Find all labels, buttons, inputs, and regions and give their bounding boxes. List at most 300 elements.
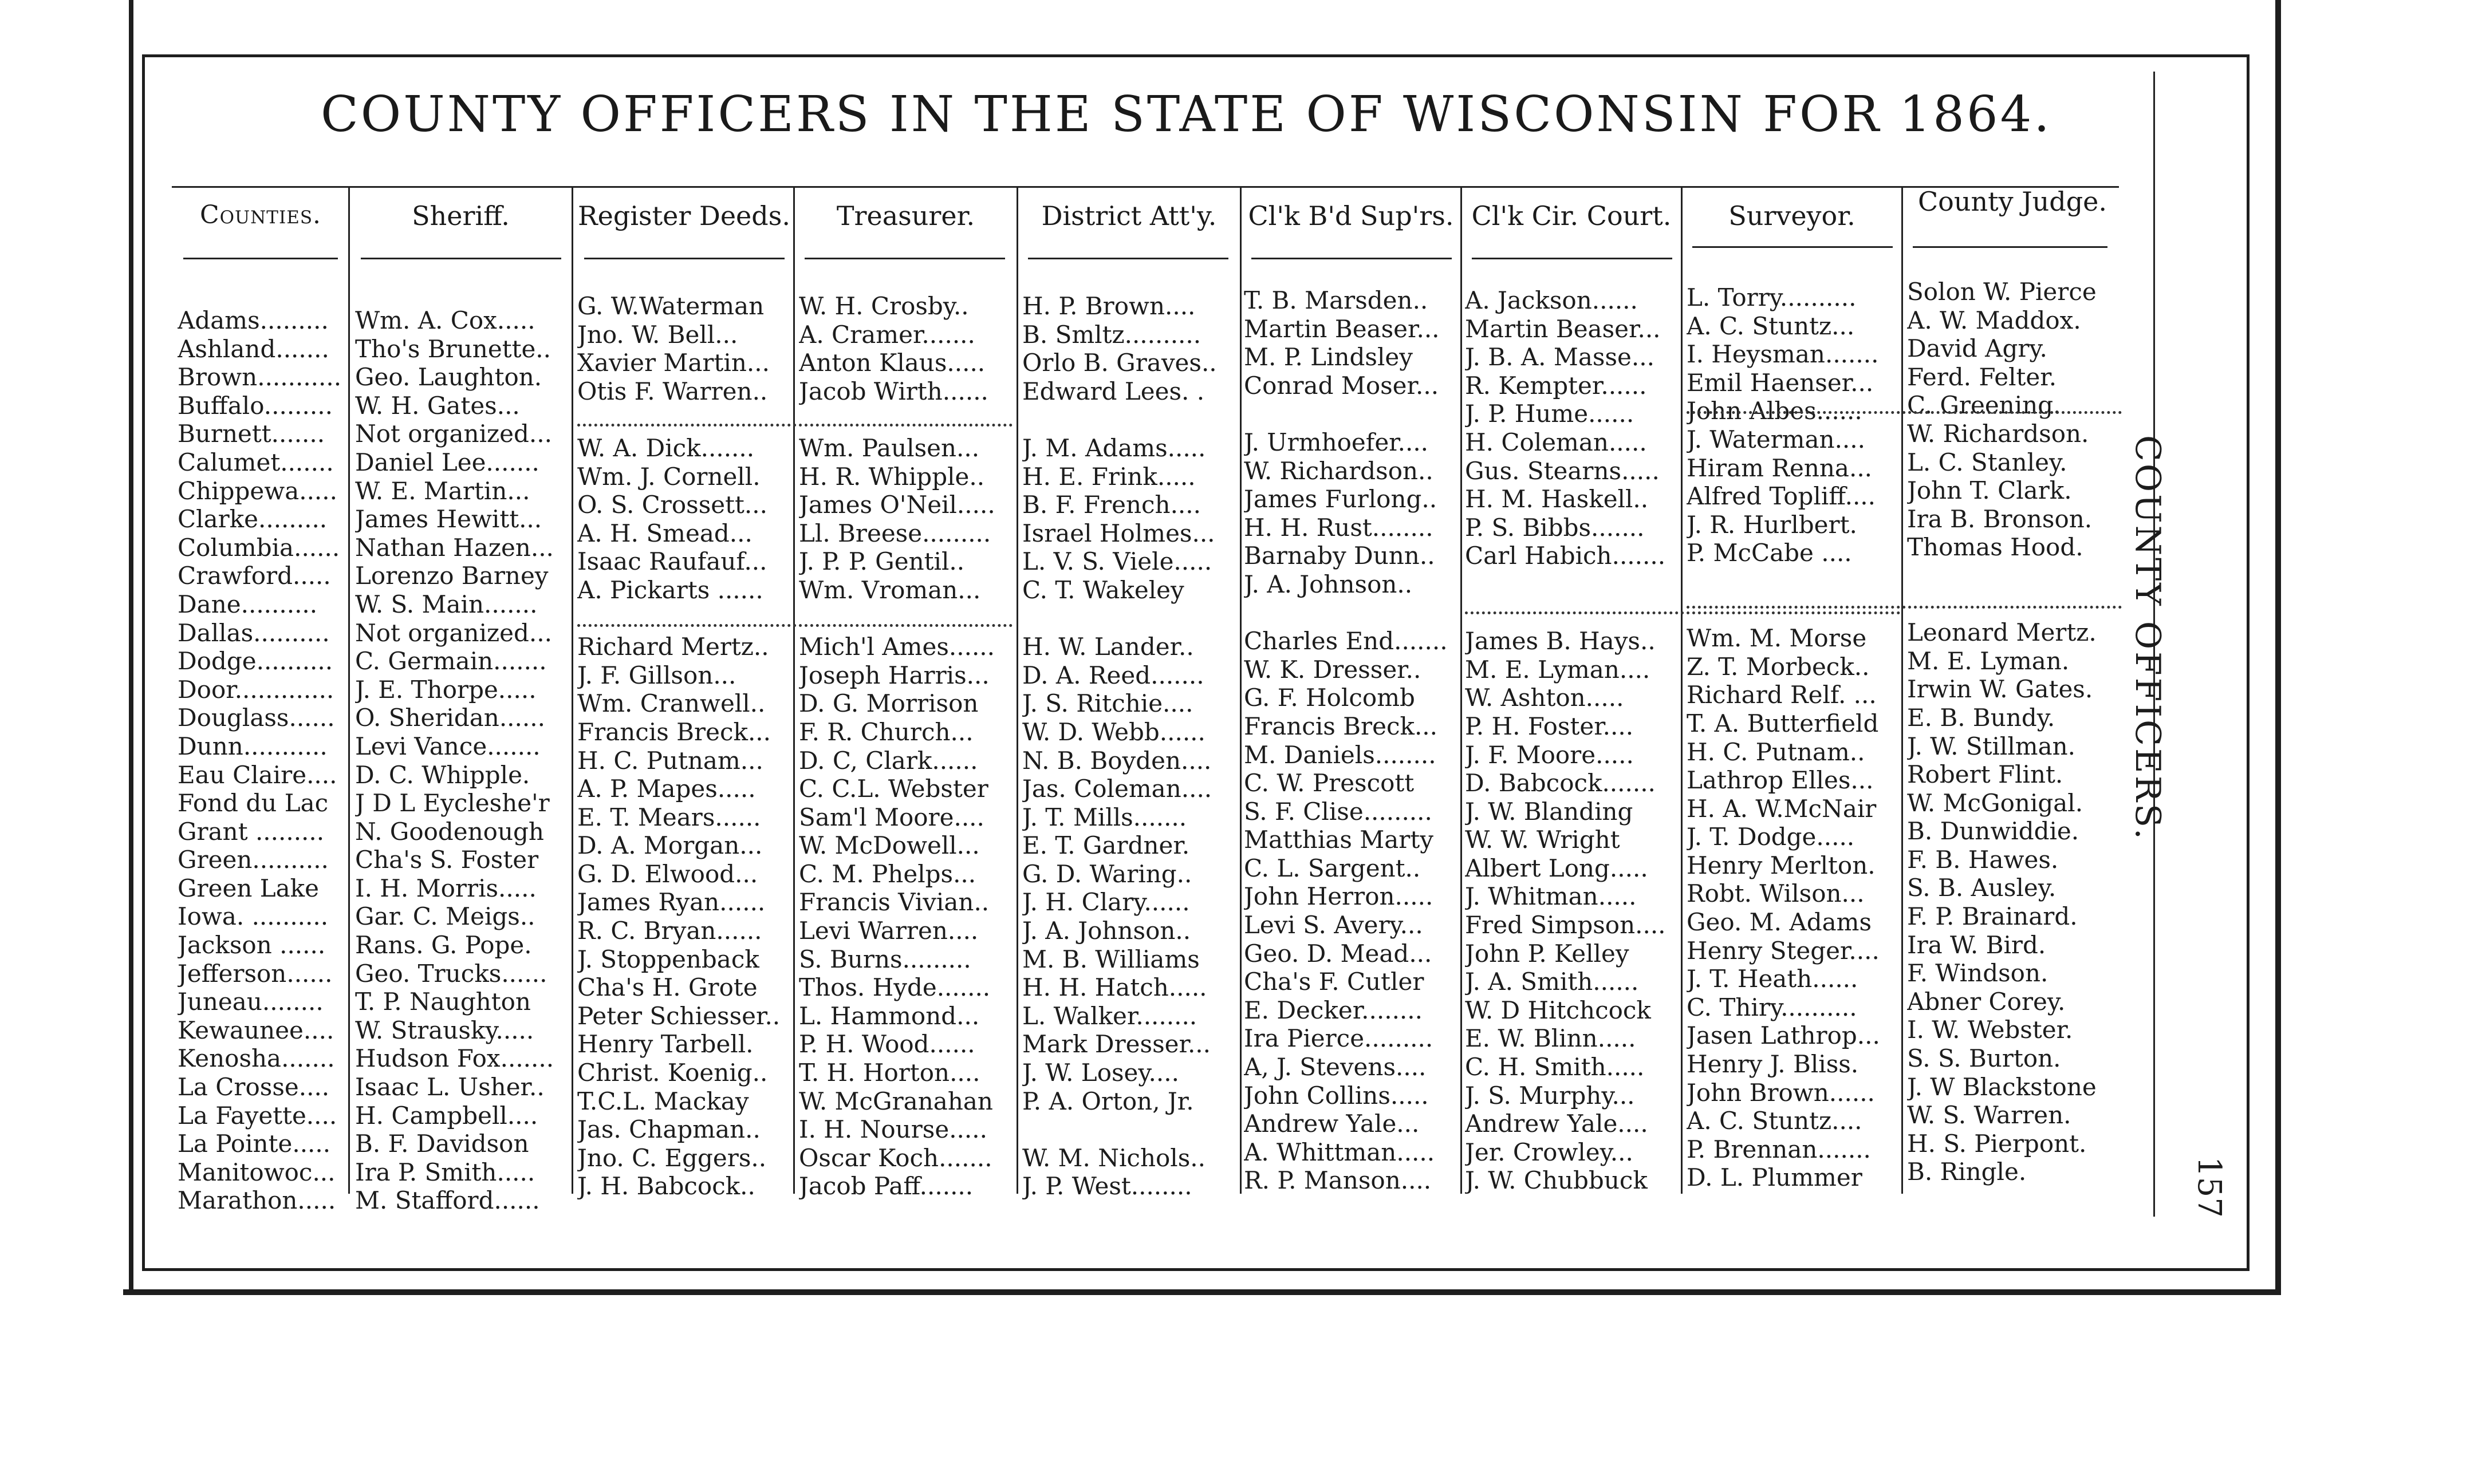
table-cell: Matthias Marty xyxy=(1244,826,1433,854)
table-cell xyxy=(1687,567,1901,596)
table-cell: Not organized... xyxy=(355,420,552,448)
table-cell: W. Richardson.. xyxy=(1244,456,1433,485)
table-cell xyxy=(1022,1115,1238,1144)
column-surveyor xyxy=(1687,283,1901,1192)
table-cell: D. G. Morrison xyxy=(799,689,979,718)
header-underline xyxy=(1251,258,1452,259)
column-county-judge xyxy=(1907,278,2125,1186)
table-cell: R. P. Manson.... xyxy=(1244,1166,1432,1195)
table-cell: Wm. M. Morse xyxy=(1687,624,1867,653)
column-divider xyxy=(1681,186,1683,1194)
table-cell: Thomas Hood. xyxy=(1907,533,2083,562)
table-cell: Jas. Coleman.... xyxy=(1022,775,1212,803)
table-cell: James O'Neil..... xyxy=(799,491,995,519)
column-counties xyxy=(178,306,347,1215)
table-cell xyxy=(799,405,1014,434)
table-cell: Marathon..... xyxy=(178,1186,336,1215)
table-cell: Irwin W. Gates. xyxy=(1907,675,2093,704)
table-cell: Dodge.......... xyxy=(178,647,333,676)
dotted-separator xyxy=(1687,411,2122,414)
table-cell: Henry J. Bliss. xyxy=(1687,1050,1859,1079)
table-cell: E. B. Bundy. xyxy=(1907,703,2055,732)
table-cell: D. A. Morgan... xyxy=(577,831,763,860)
table-cell: Adams......... xyxy=(178,306,329,334)
table-cell: Joseph Harris... xyxy=(799,661,990,689)
table-cell: Dunn........... xyxy=(178,732,328,760)
table-cell: L. Walker........ xyxy=(1022,1001,1197,1030)
table-cell: P. H. Foster.... xyxy=(1465,712,1634,740)
table-cell: Jefferson...... xyxy=(178,959,333,988)
table-cell: Geo. M. Adams xyxy=(1687,908,1872,937)
column-register-deeds xyxy=(577,292,793,1201)
table-cell: J. S. Ritchie.... xyxy=(1022,689,1193,718)
table-cell: J. H. Clary...... xyxy=(1022,888,1190,917)
table-cell: I. H. Morris..... xyxy=(355,874,537,902)
table-cell: J. Waterman.... xyxy=(1687,425,1865,453)
table-cell: Xavier Martin... xyxy=(577,349,770,377)
side-running-head: COUNTY OFFICERS. xyxy=(2128,435,2168,842)
table-cell: J. W. Losey.... xyxy=(1022,1059,1179,1087)
table-cell: S. Burns......... xyxy=(799,945,971,973)
table-cell: Door............. xyxy=(178,675,334,704)
table-cell: O. S. Crossett... xyxy=(577,491,767,519)
table-cell: Henry Steger.... xyxy=(1687,936,1880,965)
table-cell: A. Jackson...... xyxy=(1465,286,1638,314)
dotted-separator xyxy=(577,424,1013,427)
table-cell xyxy=(1022,405,1238,434)
table-cell: Peter Schiesser.. xyxy=(577,1001,781,1030)
table-cell: F. B. Hawes. xyxy=(1907,845,2059,874)
table-cell: Cha's F. Cutler xyxy=(1244,968,1424,996)
table-cell: F. P. Brainard. xyxy=(1907,902,2078,931)
table-cell: E. W. Blinn..... xyxy=(1465,1024,1636,1053)
table-cell: W. E. Martin... xyxy=(355,476,530,505)
table-cell: S. F. Clise......... xyxy=(1244,797,1432,826)
table-cell: P. McCabe .... xyxy=(1687,539,1852,567)
table-cell: E. T. Gardner. xyxy=(1022,831,1190,860)
table-cell: Ashland....... xyxy=(178,334,329,363)
table-cell: G. D. Elwood... xyxy=(577,859,758,888)
table-cell: A. Pickarts ...... xyxy=(577,575,763,604)
table-cell: Hudson Fox....... xyxy=(355,1044,554,1073)
table-cell: H. M. Haskell.. xyxy=(1465,485,1649,514)
header-underline xyxy=(183,258,338,259)
table-cell: A. C. Stuntz... xyxy=(1687,311,1855,340)
table-cell: Jno. C. Eggers.. xyxy=(577,1143,767,1172)
table-cell: H. P. Brown.... xyxy=(1022,292,1196,320)
table-cell: Wm. A. Cox..... xyxy=(355,306,535,334)
table-cell: B. Smltz.......... xyxy=(1022,320,1201,349)
header-counties: Counties. xyxy=(199,200,322,230)
column-divider xyxy=(348,186,350,1194)
table-cell: B. Ringle. xyxy=(1907,1158,2027,1186)
table-cell: Francis Vivian.. xyxy=(799,888,990,917)
table-cell: Thos. Hyde....... xyxy=(799,973,991,1002)
table-cell: J. F. Moore..... xyxy=(1465,740,1634,769)
table-cell: Wm. Paulsen... xyxy=(799,433,980,462)
table-cell: Gar. C. Meigs.. xyxy=(355,902,535,931)
table-cell: J. M. Adams..... xyxy=(1022,433,1206,462)
header-clerk-board-supervisors: Cl'k B'd Sup'rs. xyxy=(1248,200,1454,231)
table-cell: S. B. Ausley. xyxy=(1907,874,2057,902)
table-cell: Solon W. Pierce xyxy=(1907,278,2097,306)
table-cell: C. H. Smith..... xyxy=(1465,1053,1645,1082)
header-sheriff: Sheriff. xyxy=(412,200,510,231)
table-cell: W. McGranahan xyxy=(799,1087,993,1115)
table-cell: Jno. W. Bell... xyxy=(577,320,738,349)
table-cell: C. L. Sargent.. xyxy=(1244,854,1421,882)
table-cell: Barnaby Dunn.. xyxy=(1244,542,1435,570)
table-cell: Daniel Lee....... xyxy=(355,448,539,476)
table-cell: J. Urmhoefer.... xyxy=(1244,428,1429,456)
table-cell: Robert Flint. xyxy=(1907,760,2063,789)
table-cell xyxy=(1244,599,1459,627)
table-cell: H. E. Frink..... xyxy=(1022,462,1196,491)
table-cell: Jer. Crowley... xyxy=(1465,1138,1633,1166)
table-cell: James B. Hays.. xyxy=(1465,627,1656,656)
table-cell: D. C, Clark...... xyxy=(799,746,978,775)
table-cell: Juneau........ xyxy=(178,988,324,1016)
table-cell xyxy=(1907,562,2125,590)
table-cell: M. Stafford...... xyxy=(355,1186,540,1215)
table-cell: Robt. Wilson... xyxy=(1687,879,1865,908)
table-cell: Dallas.......... xyxy=(178,618,330,647)
table-cell: J. Stoppenback xyxy=(577,945,759,973)
table-cell: Crawford..... xyxy=(178,562,331,590)
table-cell: Abner Corey. xyxy=(1907,987,2066,1016)
table-cell: Wm. Cranwell.. xyxy=(577,689,766,718)
table-cell: R. C. Bryan...... xyxy=(577,917,762,945)
table-cell: J. H. Babcock.. xyxy=(577,1172,755,1201)
table-cell: P. S. Bibbs....... xyxy=(1465,513,1645,542)
table-cell: John P. Kelley xyxy=(1465,939,1629,968)
table-cell: P. Brennan....... xyxy=(1687,1135,1871,1163)
column-divider xyxy=(793,186,795,1194)
table-cell: C. Thiry.......... xyxy=(1687,993,1857,1021)
table-top-rule xyxy=(172,186,2119,188)
table-cell: H. C. Putnam... xyxy=(577,746,763,775)
table-cell: H. S. Pierpont. xyxy=(1907,1129,2087,1158)
table-cell: E. Decker........ xyxy=(1244,996,1423,1024)
table-cell: H. Campbell.... xyxy=(355,1101,538,1130)
table-cell: J. A. Johnson.. xyxy=(1022,917,1191,945)
column-divider xyxy=(572,186,573,1194)
table-cell: Jasen Lathrop... xyxy=(1687,1021,1880,1050)
table-cell: B. F. Davidson xyxy=(355,1130,529,1158)
table-cell: Mark Dresser... xyxy=(1022,1030,1211,1059)
table-cell: I. W. Webster. xyxy=(1907,1016,2073,1044)
header-clerk-circuit-court: Cl'k Cir. Court. xyxy=(1471,200,1672,231)
page-number: 157 xyxy=(2191,1157,2228,1218)
table-cell: J. T. Heath...... xyxy=(1687,965,1858,993)
table-cell: La Crosse.... xyxy=(178,1073,330,1102)
header-underline xyxy=(361,258,561,259)
header-district-attorney: District Att'y. xyxy=(1041,200,1217,231)
table-cell: J. W Blackstone xyxy=(1907,1072,2097,1101)
table-cell: W. S. Warren. xyxy=(1907,1101,2071,1130)
table-cell: W. Ashton..... xyxy=(1465,684,1624,712)
table-cell: N. B. Boyden.... xyxy=(1022,746,1212,775)
table-cell: W. Richardson. xyxy=(1907,419,2089,448)
header-underline xyxy=(1692,246,1893,248)
table-cell: Charles End....... xyxy=(1244,627,1448,656)
table-cell: W. McDowell... xyxy=(799,831,980,860)
table-cell: D. L. Plummer xyxy=(1687,1163,1862,1192)
table-cell: Conrad Moser... xyxy=(1244,371,1439,400)
table-cell: Israel Holmes... xyxy=(1022,519,1215,547)
table-cell: W. McGonigal. xyxy=(1907,788,2083,817)
table-cell: J. W. Chubbuck xyxy=(1465,1166,1648,1195)
table-cell: Geo. Trucks...... xyxy=(355,959,547,988)
table-cell: Geo. Laughton. xyxy=(355,363,542,392)
table-cell: R. Kempter...... xyxy=(1465,371,1647,400)
table-cell: Henry Merlton. xyxy=(1687,851,1876,879)
table-cell: John Brown...... xyxy=(1687,1078,1875,1107)
table-cell: Lorenzo Barney xyxy=(355,562,549,590)
table-cell: Isaac L. Usher.. xyxy=(355,1073,545,1102)
table-cell: James Hewitt... xyxy=(355,505,542,534)
table-cell: H. A. W.McNair xyxy=(1687,794,1877,823)
table-cell: Wm. Vroman... xyxy=(799,575,981,604)
table-cell: Ira Pierce......... xyxy=(1244,1024,1433,1053)
table-cell: W. D Hitchcock xyxy=(1465,996,1651,1024)
table-cell: Nathan Hazen... xyxy=(355,533,554,562)
table-cell: Fond du Lac xyxy=(178,789,329,818)
table-cell: Martin Beaser... xyxy=(1244,314,1440,343)
table-cell: Levi Warren.... xyxy=(799,917,979,945)
table-cell: Anton Klaus..... xyxy=(799,349,986,377)
table-cell: Gus. Stearns..... xyxy=(1465,456,1660,485)
table-cell: A. C. Stuntz.... xyxy=(1687,1107,1862,1135)
table-cell: Hiram Renna... xyxy=(1687,453,1873,482)
table-cell: Wm. J. Cornell. xyxy=(577,462,761,491)
table-cell: P. A. Orton, Jr. xyxy=(1022,1087,1194,1115)
table-cell: Geo. D. Mead... xyxy=(1244,939,1432,968)
table-cell: W. S. Main....... xyxy=(355,590,538,618)
table-cell: C. Greening. xyxy=(1907,391,2061,420)
table-cell: J D L Eycleshe'r xyxy=(355,789,550,818)
table-cell: C. Germain....... xyxy=(355,647,547,676)
table-cell: Richard Relf. ... xyxy=(1687,681,1877,709)
table-cell: T. B. Marsden.. xyxy=(1244,286,1428,314)
table-cell: John Albes...... xyxy=(1687,397,1862,425)
table-cell: J. T. Mills....... xyxy=(1022,803,1187,831)
header-register-deeds: Register Deeds. xyxy=(578,200,790,231)
table-cell: T. H. Horton.... xyxy=(799,1059,980,1087)
table-cell xyxy=(1465,570,1680,599)
table-cell: C. C.L. Webster xyxy=(799,775,988,803)
table-cell: W. K. Dresser.. xyxy=(1244,655,1421,684)
dotted-separator xyxy=(1687,606,2122,609)
table-cell: Francis Breck... xyxy=(1244,712,1437,740)
table-cell: J. W. Stillman. xyxy=(1907,732,2076,760)
table-cell: Andrew Yale.... xyxy=(1465,1110,1648,1138)
table-cell: David Agry. xyxy=(1907,334,2047,363)
table-cell: Francis Breck... xyxy=(577,717,771,746)
table-cell: Alfred Topliff.... xyxy=(1687,482,1876,511)
table-cell: L. Torry.......... xyxy=(1687,283,1857,311)
table-cell: P. H. Wood...... xyxy=(799,1030,975,1059)
table-cell: J. E. Thorpe..... xyxy=(355,675,537,704)
table-cell: Cha's H. Grote xyxy=(577,973,758,1002)
table-cell: John Herron..... xyxy=(1244,882,1433,911)
table-cell: J. A. Smith...... xyxy=(1465,968,1639,996)
header-underline xyxy=(805,258,1005,259)
table-cell: Dane.......... xyxy=(178,590,318,618)
table-cell: J. R. Hurlbert. xyxy=(1687,510,1857,539)
table-cell: C. W. Prescott xyxy=(1244,769,1415,798)
table-cell xyxy=(1022,605,1238,633)
header-underline xyxy=(1028,258,1228,259)
table-cell: James Furlong.. xyxy=(1244,485,1437,514)
table-cell: D. A. Reed....... xyxy=(1022,661,1204,689)
table-cell: Not organized... xyxy=(355,618,552,647)
table-cell: Manitowoc... xyxy=(178,1158,336,1186)
table-cell: Isaac Raufauf... xyxy=(577,547,767,576)
table-cell: J. T. Dodge..... xyxy=(1687,823,1855,851)
dotted-separator xyxy=(1465,611,1900,614)
table-cell: Henry Tarbell. xyxy=(577,1030,754,1059)
table-cell: D. Babcock....... xyxy=(1465,769,1656,798)
table-cell: T. A. Butterfield xyxy=(1687,709,1879,737)
table-cell: Eau Claire.... xyxy=(178,760,337,789)
column-divider xyxy=(1240,186,1242,1194)
column-treasurer xyxy=(799,292,1014,1201)
table-cell: T. P. Naughton xyxy=(355,988,531,1016)
table-cell: W. W. Wright xyxy=(1465,826,1620,854)
dotted-separator xyxy=(577,624,1013,627)
table-cell: A. H. Smead... xyxy=(577,519,753,547)
table-cell: Orlo B. Graves.. xyxy=(1022,349,1217,377)
table-cell: Kewaunee.... xyxy=(178,1016,334,1044)
table-cell: M. B. Williams xyxy=(1022,945,1200,973)
table-cell: T.C.L. Mackay xyxy=(577,1087,749,1115)
table-cell: W. H. Crosby.. xyxy=(799,292,969,320)
table-cell: Jackson ...... xyxy=(178,931,326,960)
header-county-judge: County Judge. xyxy=(1917,186,2107,217)
table-cell xyxy=(799,605,1014,633)
table-cell: Buffalo......... xyxy=(178,391,333,420)
table-cell: H. H. Rust........ xyxy=(1244,513,1433,542)
table-cell: L. Hammond... xyxy=(799,1001,980,1030)
table-cell: Columbia...... xyxy=(178,533,340,562)
table-cell: Ira P. Smith..... xyxy=(355,1158,535,1186)
header-underline xyxy=(584,258,785,259)
table-cell: H. R. Whipple.. xyxy=(799,462,985,491)
column-clerk-board-supervisors xyxy=(1244,286,1459,1195)
table-cell: M. Daniels........ xyxy=(1244,740,1436,769)
table-cell: Oscar Koch....... xyxy=(799,1143,992,1172)
table-cell: Albert Long..... xyxy=(1465,854,1648,882)
table-cell: J. S. Murphy... xyxy=(1465,1081,1635,1110)
column-clerk-circuit-court xyxy=(1465,286,1680,1195)
table-cell: A. P. Mapes..... xyxy=(577,775,756,803)
table-cell: Mich'l Ames...... xyxy=(799,633,995,661)
table-cell: Burnett....... xyxy=(178,420,325,448)
table-cell: Calumet....... xyxy=(178,448,334,476)
table-cell: J. A. Johnson.. xyxy=(1244,570,1413,598)
table-cell: Z. T. Morbeck.. xyxy=(1687,652,1870,681)
table-cell: C. M. Phelps... xyxy=(799,859,976,888)
table-cell: Fred Simpson.... xyxy=(1465,911,1666,940)
table-cell: W. D. Webb...... xyxy=(1022,717,1206,746)
table-cell: G. W.Waterman xyxy=(577,292,765,320)
table-cell: J. P. P. Gentil.. xyxy=(799,547,965,576)
column-sheriff xyxy=(355,306,570,1215)
table-cell: Edward Lees. . xyxy=(1022,377,1205,405)
table-cell: W. A. Dick....... xyxy=(577,433,755,462)
table-cell: G. D. Waring.. xyxy=(1022,859,1192,888)
table-cell: A. Cramer....... xyxy=(799,320,975,349)
table-cell xyxy=(1687,596,1901,625)
table-cell: John Collins..... xyxy=(1244,1081,1429,1110)
table-cell: L. C. Stanley. xyxy=(1907,448,2067,476)
page-title: COUNTY OFFICERS IN THE STATE OF WISCONSIN FOR 1864. xyxy=(321,86,2052,143)
table-cell: N. Goodenough xyxy=(355,817,544,846)
table-cell: Green.......... xyxy=(178,846,329,874)
table-cell: Brown........... xyxy=(178,363,342,392)
table-cell: Jacob Paff....... xyxy=(799,1172,974,1201)
table-cell: B. F. French.... xyxy=(1022,491,1201,519)
header-surveyor: Surveyor. xyxy=(1728,200,1856,231)
table-cell: Otis F. Warren.. xyxy=(577,377,768,405)
table-cell: E. T. Mears...... xyxy=(577,803,761,831)
table-cell: Jas. Chapman.. xyxy=(577,1115,761,1144)
table-cell xyxy=(577,605,793,633)
table-cell: A. W. Maddox. xyxy=(1907,306,2081,334)
table-cell: Leonard Mertz. xyxy=(1907,618,2097,647)
table-cell xyxy=(577,405,793,434)
table-cell: H. Coleman..... xyxy=(1465,428,1647,456)
table-cell: Martin Beaser... xyxy=(1465,314,1661,343)
table-cell: J. Whitman..... xyxy=(1465,882,1637,911)
table-cell: F. R. Church... xyxy=(799,717,974,746)
table-cell: Emil Haenser... xyxy=(1687,368,1874,397)
table-cell: Douglass...... xyxy=(178,704,335,732)
table-cell: La Pointe..... xyxy=(178,1130,331,1158)
table-cell: F. Windson. xyxy=(1907,959,2048,988)
table-cell: M. E. Lyman.... xyxy=(1465,655,1650,684)
table-cell: Levi Vance....... xyxy=(355,732,541,760)
table-cell: H. H. Hatch..... xyxy=(1022,973,1207,1002)
table-cell: Ferd. Felter. xyxy=(1907,362,2057,391)
table-cell: J. P. Hume...... xyxy=(1465,400,1634,428)
header-treasurer: Treasurer. xyxy=(836,200,975,231)
table-cell: J. P. West........ xyxy=(1022,1172,1192,1201)
table-cell: I. Heysman....... xyxy=(1687,340,1879,369)
table-cell: Jacob Wirth...... xyxy=(799,377,988,405)
table-cell: M. E. Lyman. xyxy=(1907,646,2070,675)
table-cell: Levi S. Avery... xyxy=(1244,911,1423,940)
table-cell: Tho's Brunette.. xyxy=(355,334,551,363)
column-divider xyxy=(1017,186,1018,1194)
table-cell: O. Sheridan...... xyxy=(355,704,545,732)
table-cell: James Ryan...... xyxy=(577,888,766,917)
table-cell: Iowa. .......... xyxy=(178,902,329,931)
table-cell: Ira B. Bronson. xyxy=(1907,504,2093,533)
header-underline xyxy=(1913,246,2107,248)
table-cell: I. H. Nourse..... xyxy=(799,1115,987,1144)
table-cell: Clarke......... xyxy=(178,505,328,534)
table-cell: C. T. Wakeley xyxy=(1022,575,1184,604)
table-cell: A. Whittman..... xyxy=(1244,1138,1435,1166)
table-cell: Carl Habich....... xyxy=(1465,542,1666,570)
table-cell: Ll. Breese......... xyxy=(799,519,991,547)
header-underline xyxy=(1472,258,1672,259)
table-cell: Chippewa..... xyxy=(178,476,337,505)
table-cell: G. F. Holcomb xyxy=(1244,684,1415,712)
table-cell xyxy=(1907,590,2125,619)
